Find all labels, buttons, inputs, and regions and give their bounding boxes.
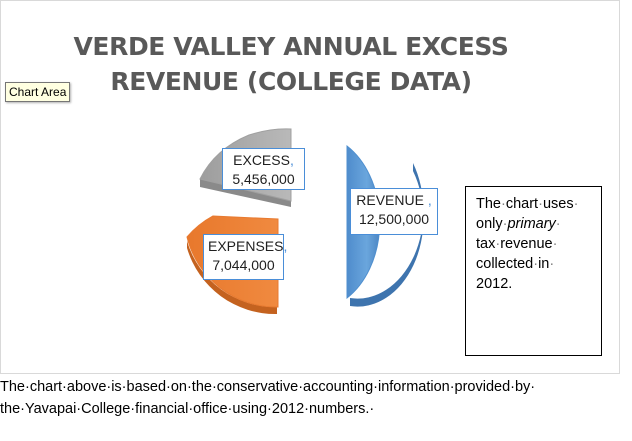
note-word: tax [476,236,496,252]
caption-line-1: The·chart·above·is·based·on·the·conservative·accounting·information·provided·by· [0,379,536,395]
caption-line-2: the·Yavapai·College·financial·office·using·2012·numbers.· [0,401,375,417]
note-word-emphasis: primary [507,216,556,232]
data-label-excess-name: EXCESS [233,152,290,168]
document-caption[interactable] [0,376,632,420]
note-text-box[interactable]: The·chart·uses· only·primary· tax·revenue· collected·in· 2012. [465,186,602,356]
chart-title-line-2: REVENUE (COLLEGE DATA) [110,67,472,96]
note-word: revenue [500,236,553,252]
note-word: chart [505,196,539,212]
note-word: uses [542,196,574,212]
note-word: only [476,216,503,232]
data-label-excess[interactable]: EXCESS, 5,456,000 [222,148,305,190]
chart-title-line-1: VERDE VALLEY ANNUAL EXCESS [73,32,509,61]
data-label-expenses-value: 7,044,000 [212,257,275,273]
data-label-expenses-name: EXPENSES [208,238,284,254]
data-label-revenue-value: 12,500,000 [358,211,430,227]
note-word: The [476,196,501,212]
note-word: 2012. [476,276,513,292]
data-label-expenses[interactable]: EXPENSES, 7,044,000 [203,234,284,280]
data-label-excess-value: 5,456,000 [232,171,295,187]
data-label-revenue-name: REVENUE [356,192,424,208]
note-word: in [538,256,550,272]
chart-area-tooltip: Chart Area [5,82,70,102]
data-label-revenue[interactable]: REVENUE , 12,500,000 [350,188,438,235]
note-word: collected [476,256,534,272]
